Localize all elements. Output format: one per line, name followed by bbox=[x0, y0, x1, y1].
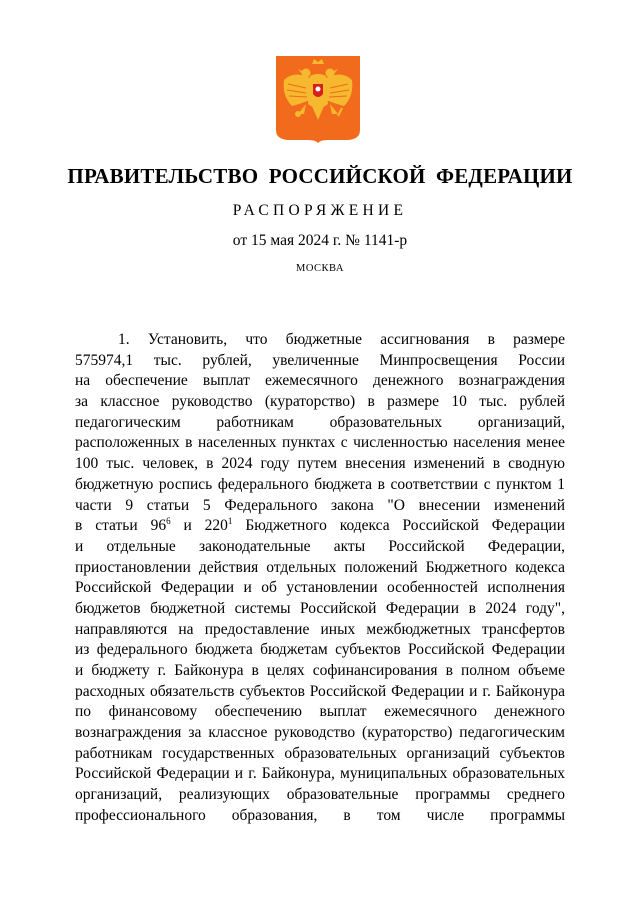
body-line: приостановлении действия отдельных положений Бюджетного кодекса bbox=[75, 558, 565, 576]
document-date-number: от 15 мая 2024 г. № 1141-р bbox=[232, 232, 408, 249]
document-type: РАСПОРЯЖЕНИЕ bbox=[232, 202, 408, 219]
body-line: Российской Федерации и об установлении особенностей исполнения bbox=[75, 579, 565, 597]
body-line: работникам государственных образовательных организаций субъектов bbox=[75, 744, 565, 762]
body-line: по финансовому обеспечению выплат ежемесячного денежного bbox=[75, 703, 565, 721]
body-line: Российской Федерации и г. Байконура, муниципальных образовательных bbox=[75, 765, 565, 783]
body-line: 100 тыс. человек, в 2024 году путем внесения изменений в сводную bbox=[75, 455, 565, 473]
russian-coat-of-arms-icon bbox=[276, 56, 360, 143]
document-city: МОСКВА bbox=[296, 263, 344, 274]
body-line: на обеспечение выплат ежемесячного денежного вознаграждения bbox=[75, 372, 565, 390]
body-line: 575974,1 тыс. рублей, увеличенные Минпросвещения России bbox=[75, 351, 565, 369]
body-line: из федерального бюджета бюджетам субъектов Российской Федерации bbox=[75, 641, 565, 659]
body-line-with-superscripts: в статьи $96^6$ и $220^1$ Бюджетного кодекса Российской Федерации bbox=[75, 516, 566, 535]
page-title: ПРАВИТЕЛЬСТВО РОССИЙСКОЙ ФЕДЕРАЦИИ bbox=[67, 164, 573, 188]
body-line: бюджетов бюджетной системы Российской Федерации в 2024 году", bbox=[75, 599, 565, 617]
body-line: и бюджету г. Байконура в целях софинансирования в полном объеме bbox=[75, 662, 565, 679]
body-line: и отдельные законодательные акты Российской Федерации, bbox=[75, 537, 565, 555]
body-line: части 9 статьи 5 Федерального закона "О внесении изменений bbox=[75, 496, 565, 514]
body-line: расходных обязательств субъектов Российской Федерации и г. Байконура bbox=[75, 682, 565, 700]
body-line: за классное руководство (кураторство) в размере 10 тыс. рублей bbox=[75, 393, 565, 411]
document-body bbox=[75, 330, 565, 827]
body-line: 1. Установить, что бюджетные ассигнования в размере bbox=[118, 331, 565, 348]
body-line: педагогическим работникам образовательных организаций, bbox=[75, 413, 565, 431]
body-line: профессионального образования, в том числе программы bbox=[75, 806, 565, 824]
body-line: организаций, реализующих образовательные программы среднего bbox=[75, 786, 565, 804]
body-line: бюджетную роспись федерального бюджета в соответствии с пунктом 1 bbox=[75, 475, 565, 493]
body-line: вознаграждения за классное руководство (кураторство) педагогическим bbox=[75, 724, 565, 742]
body-line: направляются на предоставление иных межбюджетных трансфертов bbox=[75, 620, 565, 638]
body-line: расположенных в населенных пунктах с численностью населения менее bbox=[75, 434, 565, 452]
